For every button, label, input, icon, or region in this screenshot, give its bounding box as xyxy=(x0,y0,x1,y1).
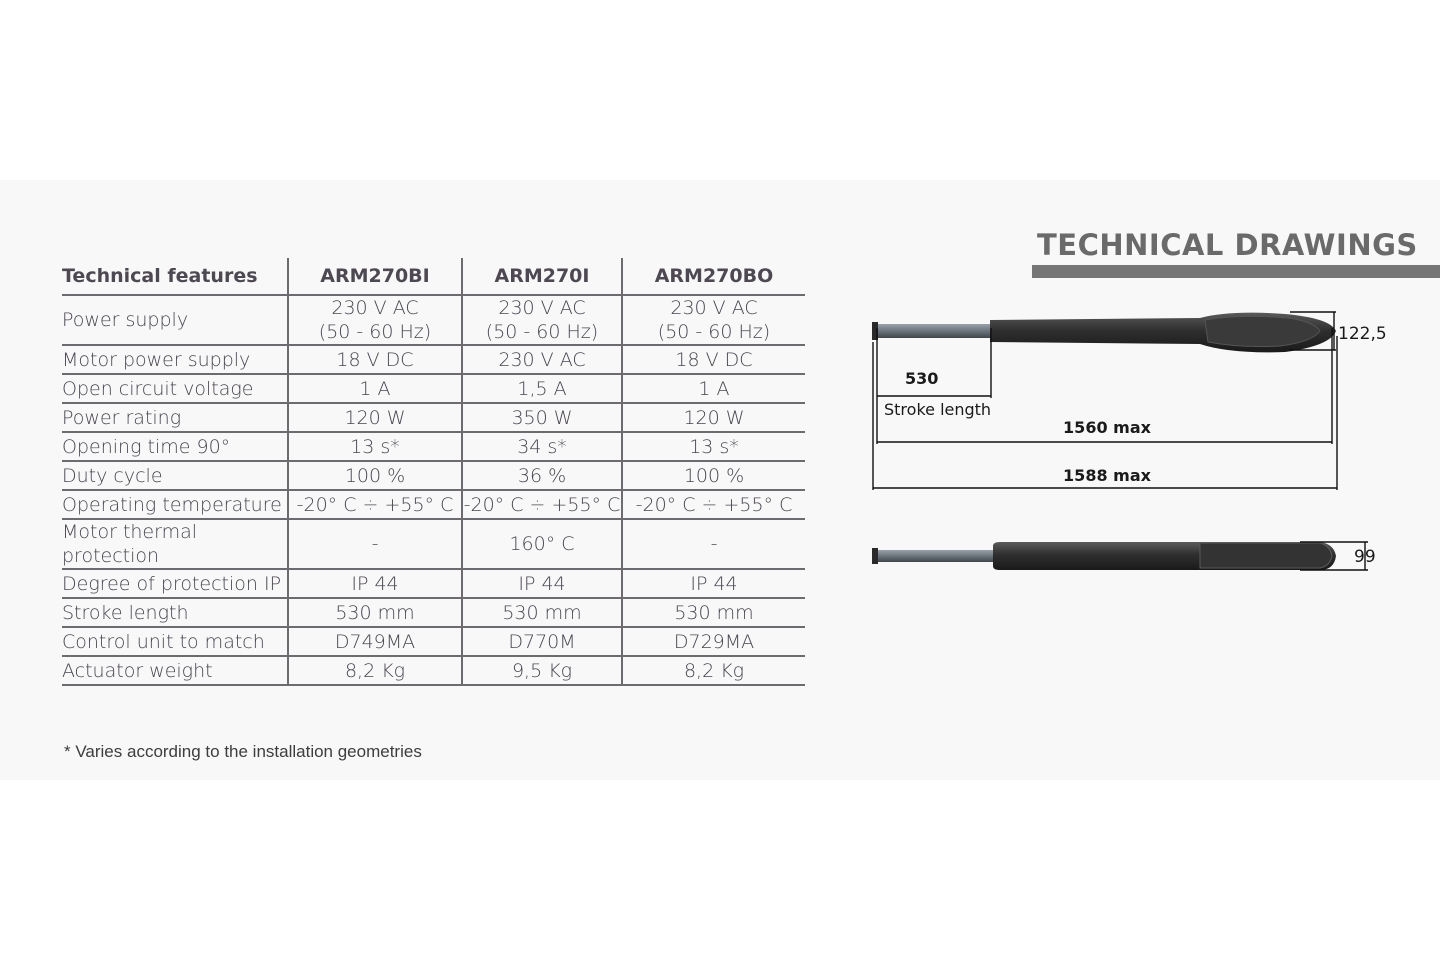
table-header-row xyxy=(62,258,805,295)
cell-value: 120 W xyxy=(288,403,462,432)
cell-value: IP 44 xyxy=(622,569,805,598)
cell-value: 13 s* xyxy=(622,432,805,461)
piston-rod xyxy=(873,324,993,338)
cell-value: 1 A xyxy=(288,374,462,403)
cell-value: - xyxy=(288,519,462,569)
row-label: Power supply xyxy=(62,295,288,345)
row-label: Power rating xyxy=(62,403,288,432)
table-row xyxy=(62,598,805,627)
dim-height-top: 122,5 xyxy=(1338,324,1387,344)
motor-housing-side xyxy=(1200,543,1332,568)
row-label: Stroke length xyxy=(62,598,288,627)
cell-value: 34 s* xyxy=(462,432,622,461)
cell-value: D729MA xyxy=(622,627,805,656)
cell-value: 13 s* xyxy=(288,432,462,461)
cell-value: 8,2 Kg xyxy=(622,656,805,685)
cell-value: D770M xyxy=(462,627,622,656)
cell-value: 100 % xyxy=(288,461,462,490)
table-row xyxy=(62,461,805,490)
cell-value: 8,2 Kg xyxy=(288,656,462,685)
cell-value: 9,5 Kg xyxy=(462,656,622,685)
cell-value: 230 V AC (50 - 60 Hz) xyxy=(462,295,622,345)
header-model-arm270i: ARM270I xyxy=(462,258,622,295)
table-row xyxy=(62,432,805,461)
row-label: Actuator weight xyxy=(62,656,288,685)
row-label: Motor thermal protection xyxy=(62,519,288,569)
cell-value: 530 mm xyxy=(462,598,622,627)
actuator-technical-drawing xyxy=(860,300,1400,600)
dim-stroke-label: Stroke length xyxy=(884,400,992,419)
cell-value: 530 mm xyxy=(288,598,462,627)
table-row xyxy=(62,656,805,685)
cell-value: 1 A xyxy=(622,374,805,403)
cell-value: 18 V DC xyxy=(288,345,462,374)
technical-features-table xyxy=(62,258,805,686)
cell-value: D749MA xyxy=(288,627,462,656)
table-row xyxy=(62,569,805,598)
cell-value: IP 44 xyxy=(462,569,622,598)
actuator-top-view xyxy=(872,313,1336,353)
row-label: Opening time 90° xyxy=(62,432,288,461)
actuator-side-view xyxy=(872,542,1336,570)
cell-value: - xyxy=(622,519,805,569)
table-row xyxy=(62,490,805,519)
header-model-arm270bi: ARM270BI xyxy=(288,258,462,295)
cell-value: 36 % xyxy=(462,461,622,490)
table-row xyxy=(62,345,805,374)
cell-value: -20° C ÷ +55° C xyxy=(288,490,462,519)
row-label: Duty cycle xyxy=(62,461,288,490)
cell-value: 230 V AC xyxy=(462,345,622,374)
dim-length-1588: 1588 max xyxy=(1063,466,1151,485)
table-row xyxy=(62,403,805,432)
cell-value: -20° C ÷ +55° C xyxy=(462,490,622,519)
cell-value: 230 V AC (50 - 60 Hz) xyxy=(288,295,462,345)
table-row xyxy=(62,519,805,569)
cell-value: 120 W xyxy=(622,403,805,432)
table-row xyxy=(62,295,805,345)
cell-value: 350 W xyxy=(462,403,622,432)
dim-height-side: 99 xyxy=(1354,547,1376,567)
dim-stroke: 530 xyxy=(905,369,939,388)
row-label: Open circuit voltage xyxy=(62,374,288,403)
cell-value: 100 % xyxy=(622,461,805,490)
technical-drawings-title: TECHNICAL DRAWINGS xyxy=(1037,228,1418,262)
row-label: Control unit to match xyxy=(62,627,288,656)
row-label: Operating temperature xyxy=(62,490,288,519)
cell-value: 1,5 A xyxy=(462,374,622,403)
cell-value: -20° C ÷ +55° C xyxy=(622,490,805,519)
header-model-arm270bo: ARM270BO xyxy=(622,258,805,295)
piston-rod-side xyxy=(873,550,995,562)
title-underline-bar xyxy=(1032,265,1440,278)
cell-value: 18 V DC xyxy=(622,345,805,374)
cell-value: IP 44 xyxy=(288,569,462,598)
row-label: Degree of protection IP xyxy=(62,569,288,598)
table-row xyxy=(62,374,805,403)
header-technical-features: Technical features xyxy=(62,258,288,295)
row-label: Motor power supply xyxy=(62,345,288,374)
footnote: * Varies according to the installation geometries xyxy=(64,742,422,761)
table-row xyxy=(62,627,805,656)
dim-length-1560: 1560 max xyxy=(1063,418,1151,437)
cell-value: 230 V AC (50 - 60 Hz) xyxy=(622,295,805,345)
cell-value: 530 mm xyxy=(622,598,805,627)
rod-end-side xyxy=(872,548,878,564)
cell-value: 160° C xyxy=(462,519,622,569)
